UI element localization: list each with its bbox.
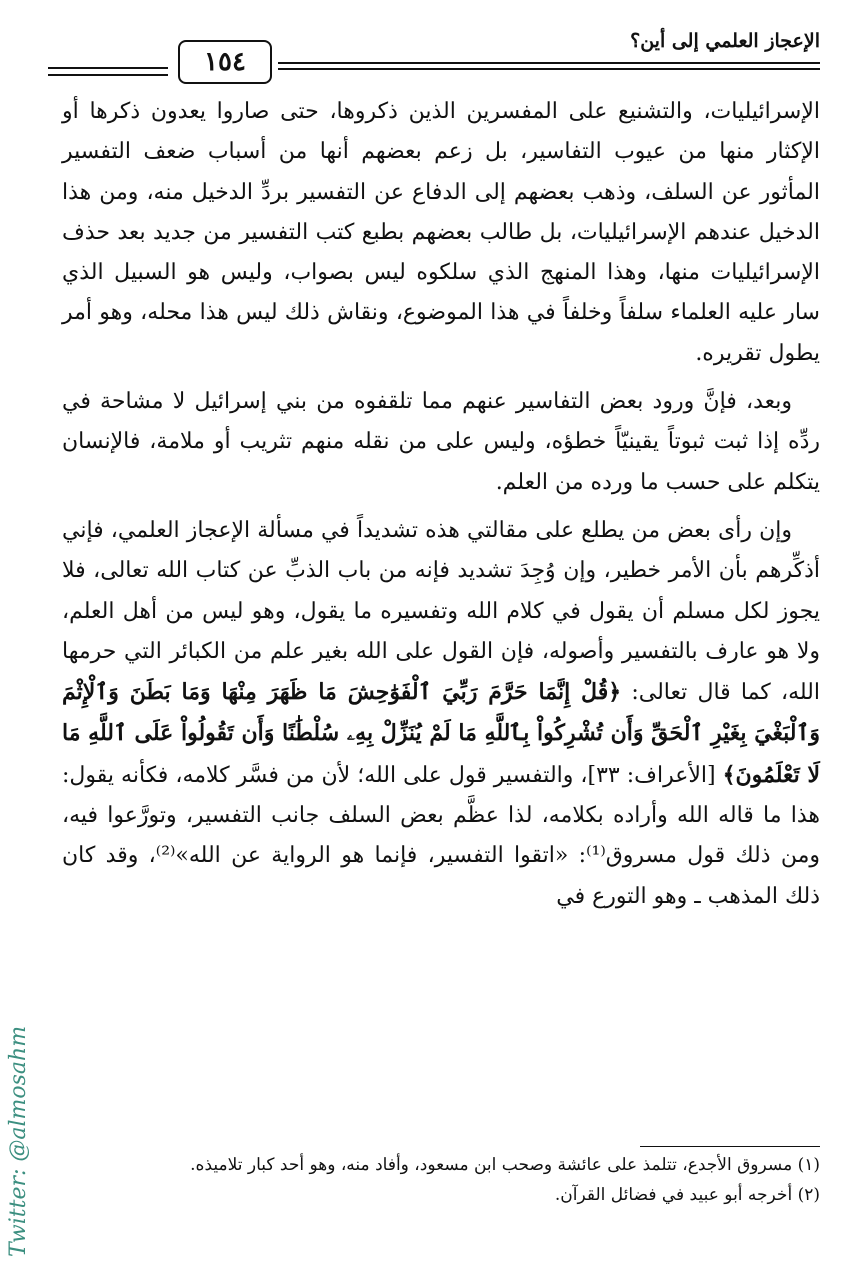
quran-verse: ﴿قُلْ إِنَّمَا حَرَّمَ رَبِّيَ ٱلْفَوَٰحِشَ مَا ظَهَرَ مِنْهَا وَمَا بَطَنَ وَٱلْإِثْمَ وَٱلْبَغْيَ بِغَيْرِ ٱلْحَقِّ وَأَن تُشْرِكُواْ بِٱللَّهِ مَا لَمْ يُنَزِّلْ بِهِۦ سُلْطَٰنًا وَأَن تَقُولُواْ عَلَى ٱللَّهِ مَا لَا تَعْلَمُونَ﴾ [62, 679, 821, 788]
paragraph-text: وإن رأى بعض من يطلع على مقالتي هذه تشديداً في مسألة الإعجاز العلمي، فإني أذكِّرهم بأن الأمر خطير، وإن وُجِدَ تشديد فإنه من باب الذبِّ عن كتاب الله تعالى، فلا يجوز لكل مسلم أن يقول في كلام الله وتفسيره ما يقول، وهو ليس من أهل العلم، ولا هو عارف بالتفسير وأصوله، فإن القول على الله بغير علم من الكبائر التي حرمها الله، كما قال تعالى: [62, 517, 820, 706]
header-rule [48, 74, 168, 76]
running-title: الإعجاز العلمي إلى أين؟ [630, 30, 820, 52]
footnote: (١) مسروق الأجدع، تتلمذ على عائشة وصحب ابن مسعود، وأفاد منه، وهو أحد كبار تلاميذه. [190, 1155, 820, 1175]
page-header [48, 22, 820, 78]
watermark-credit: Twitter: @almosahm [6, 1025, 31, 1257]
header-rule [278, 68, 820, 70]
body-text [62, 92, 820, 925]
footnote-separator [640, 1146, 820, 1147]
paragraph [62, 511, 820, 917]
header-rule [278, 62, 820, 64]
page-number: ١٥٤ [178, 40, 272, 84]
paragraph: وبعد، فإنَّ ورود بعض التفاسير عنهم مما تلقفوه من بني إسرائيل لا مشاحة في ردِّه إذا ثبت ثبوتاً يقينيّاً خطؤه، وليس على من نقله منهم تثريب أو ملامة، فالإنسان يتكلم على حسب ما ورده من العلم. [62, 389, 820, 495]
paragraph-text: [الأعراف: ٣٣]، والتفسير قول على الله؛ لأن من فسَّر كلامه، فكأنه يقول: هذا ما قاله الله وأراده بكلامه، لذا عظَّم بعض السلف جانب التفسير، وتورَّعوا فيه، ومن ذلك قول مسروق⁽¹⁾: «اتقوا التفسير، فإنما هو الرواية عن الله»⁽²⁾، وقد كان ذلك المذهب ـ وهو التورع في [62, 762, 820, 909]
footnotes [62, 1150, 820, 1210]
footnote: (٢) أخرجه أبو عبيد في فضائل القرآن. [554, 1185, 820, 1205]
header-rule [48, 67, 168, 69]
paragraph: الإسرائيليات، والتشنيع على المفسرين الذين ذكروها، حتى صاروا يعدون ذكرها أو الإكثار منها من عيوب التفاسير، بل زعم بعضهم أنها من أسباب ضعف التفسير المأثور عن السلف، وذهب بعضهم إلى الدفاع عن التفسير بردِّ الدخيل منه، ومن هذا الدخيل عندهم الإسرائيليات، بل طالب بعضهم بطبع كتب التفسير من جديد بعد حذف الإسرائيليات منها، وهذا المنهج الذي سلكوه ليس بصواب، وليس هو السبيل الذي سار عليه العلماء سلفاً وخلفاً في هذا الموضوع، ونقاش ذلك ليس هذا محله، وهو أمر يطول تقريره. [62, 99, 821, 366]
